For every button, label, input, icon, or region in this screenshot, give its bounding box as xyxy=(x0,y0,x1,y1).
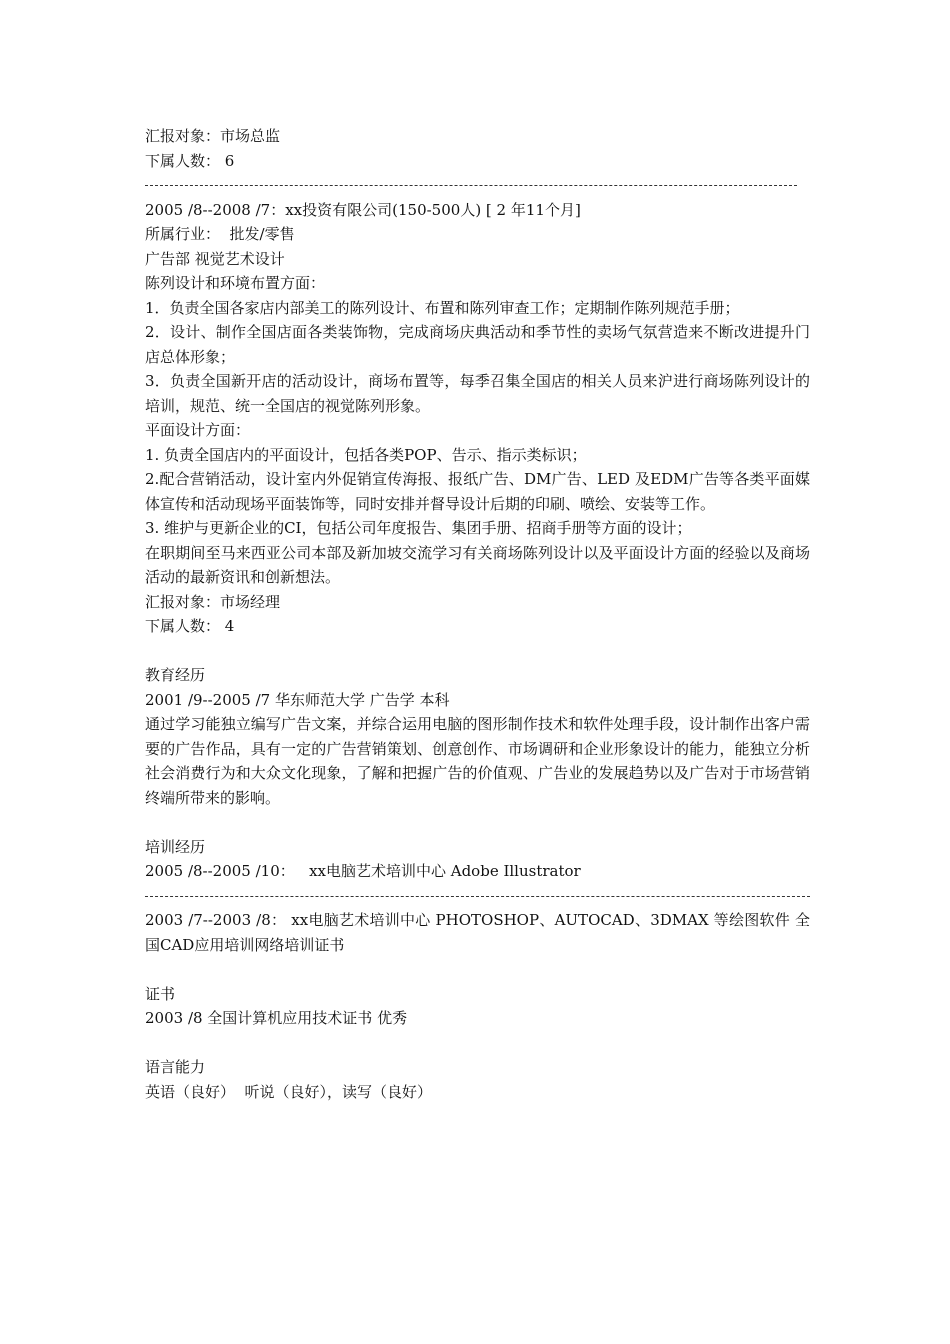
display-item-2: 2．设计、制作全国店面各类装饰物，完成商场庆典活动和季节性的卖场气氛营造来不断改进提升门店总体形象； xyxy=(145,323,810,366)
education-description: 通过学习能独立编写广告文案，并综合运用电脑的图形制作技术和软件处理手段，设计制作出客户需要的广告作品，具有一定的广告营销策划、创意创作、市场调研和企业形象设计的能力，能独立分析社会消费行为和大众文化现象，了解和把握广告的价值观、广告业的发展趋势以及广告对于市场营销终端所带来的影响。 xyxy=(145,715,810,807)
display-item-3: 3．负责全国新开店的活动设计，商场布置等，每季召集全国店的相关人员来沪进行商场陈列设计的培训，规范、统一全国店的视觉陈列形象。 xyxy=(145,372,810,415)
job-header: 2005 /8--2008 /7：xx投资有限公司(150-500人) [ 2 年11个月] xyxy=(145,200,581,219)
training-title: 培训经历 xyxy=(145,837,206,856)
graphic-design-heading: 平面设计方面： xyxy=(145,421,251,439)
languages-title: 语言能力 xyxy=(145,1058,206,1076)
language-entry: 英语（良好） 听说（良好），读写（良好） xyxy=(145,1082,433,1101)
graphic-item-1: 1. 负责全国店内的平面设计，包括各类POP、告示、指示类标识； xyxy=(145,445,587,464)
training-entry-1: 2005 /8--2005 /10： xx电脑艺术培训中心 Adobe Illustrator xyxy=(145,862,581,880)
report-to-2: 汇报对象：市场经理 xyxy=(145,592,281,611)
job-industry: 所属行业： 批发/零售 xyxy=(145,225,295,243)
display-item-1: 1．负责全国各家店内部美工的陈列设计、布置和陈列审查工作；定期制作陈列规范手册； xyxy=(145,298,740,317)
education-entry: 2001 /9--2005 /7 华东师范大学 广告学 本科 xyxy=(145,690,450,709)
certificates-title: 证书 xyxy=(145,984,176,1003)
job-department: 广告部 视觉艺术设计 xyxy=(145,249,285,268)
display-design-heading: 陈列设计和环境布置方面： xyxy=(145,274,326,292)
subordinates-1: 下属人数： 6 xyxy=(145,151,235,170)
graphic-item-2: 2.配合营销活动，设计室内外促销宣传海报、报纸广告、DM广告、LED 及EDM广告等各类平面媒体宣传和活动现场平面装饰等，同时安排并督导设计后期的印刷、喷绘、安装等工作。 xyxy=(145,470,810,513)
subordinates-2: 下属人数： 4 xyxy=(145,617,235,635)
graphic-item-3: 3. 维护与更新企业的CI，包括公司年度报告、集团手册、招商手册等方面的设计； xyxy=(145,519,692,537)
job-extra-note: 在职期间至马来西亚公司本部及新加坡交流学习有关商场陈列设计以及平面设计方面的经验以及商场活动的最新资讯和创新想法。 xyxy=(145,543,810,586)
report-to-1: 汇报对象：市场总监 xyxy=(145,127,281,145)
resume-page xyxy=(145,124,810,1104)
certificate-entry: 2003 /8 全国计算机应用技术证书 优秀 xyxy=(145,1009,408,1027)
education-title: 教育经历 xyxy=(145,666,206,684)
section-divider xyxy=(145,884,810,909)
training-entry-2: 2003 /7--2003 /8： xx电脑艺术培训中心 PHOTOSHOP、AUTOCAD、3DMAX 等绘图软件 全国CAD应用培训网络培训证书 xyxy=(145,911,810,954)
section-divider xyxy=(145,173,810,198)
